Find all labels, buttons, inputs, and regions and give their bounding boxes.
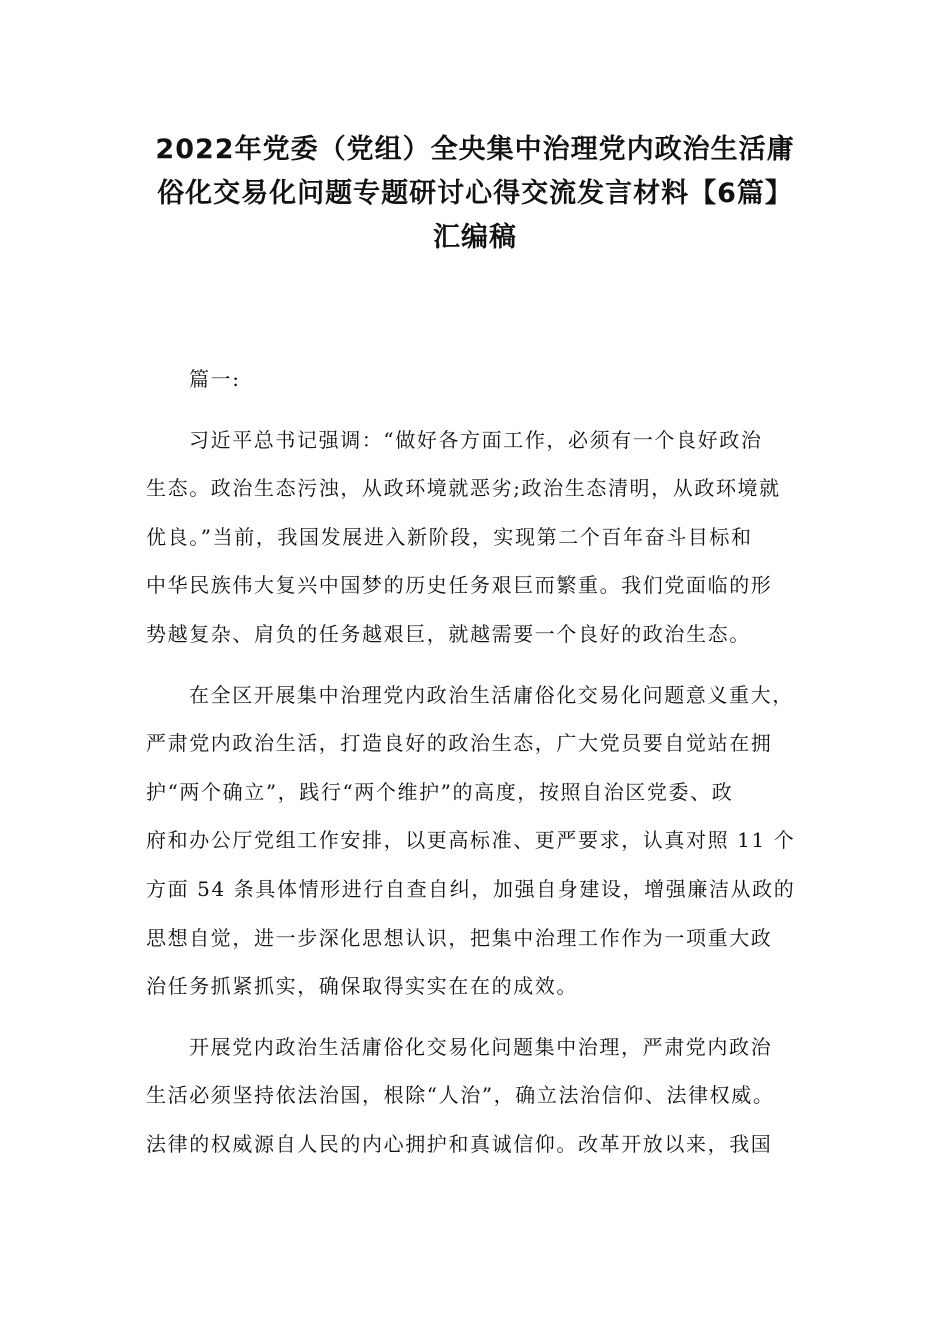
paragraph-line: 生活必须坚持依法治国，根除“人治”，确立法治信仰、法律权威。: [146, 1083, 775, 1108]
title-line: 2022年党委（党组）全央集中治理党内政治生活庸: [155, 134, 795, 165]
title-line: 汇编稿: [433, 222, 517, 253]
paragraph-line: 势越复杂、肩负的任务越艰巨，就越需要一个良好的政治生态。: [146, 621, 751, 646]
paragraph-line: 开展党内政治生活庸俗化交易化问题集中治理，严肃党内政治: [189, 1034, 773, 1059]
paragraph-line: 护“两个确立”，践行“两个维护”的高度，按照自治区党委、政: [146, 779, 734, 804]
document-body: [146, 355, 836, 1169]
paragraph-line: 治任务抓紧抓实，确保取得实实在在的成效。: [146, 974, 578, 999]
paragraph-line: 思想自觉，进一步深化思想认识，把集中治理工作作为一项重大政: [146, 925, 773, 950]
paragraph-line: 优良。”当前，我国发展进入新阶段，实现第二个百年奋斗目标和: [146, 524, 753, 549]
body-paragraph: [146, 416, 836, 659]
paragraph-line: 方面 54 条具体情形进行自查自纠，加强自身建设，增强廉洁从政的: [146, 876, 796, 901]
document-title: [120, 128, 830, 260]
body-paragraph: [146, 1023, 836, 1169]
section-label-paragraph: [146, 355, 836, 404]
body-paragraph: [146, 671, 836, 1011]
section-label: 篇一:: [189, 367, 241, 391]
paragraph-line: 府和办公厅党组工作安排，以更高标准、更严要求，认真对照 11 个: [146, 828, 796, 853]
paragraph-line: 在全区开展集中治理党内政治生活庸俗化交易化问题意义重大，: [189, 682, 794, 707]
title-line: 俗化交易化问题专题研讨心得交流发言材料【6篇】: [157, 178, 793, 209]
paragraph-line: 生态。政治生态污浊，从政环境就恶劣;政治生态清明，从政环境就: [146, 476, 781, 501]
paragraph-line: 法律的权威源自人民的内心拥护和真诚信仰。改革开放以来，我国: [146, 1131, 773, 1156]
paragraph-line: 中华民族伟大复兴中国梦的历史任务艰巨而繁重。我们党面临的形: [146, 573, 773, 598]
paragraph-line: 习近平总书记强调：“做好各方面工作，必须有一个良好政治: [189, 427, 763, 452]
paragraph-line: 严肃党内政治生活，打造良好的政治生态，广大党员要自觉站在拥: [146, 731, 773, 756]
